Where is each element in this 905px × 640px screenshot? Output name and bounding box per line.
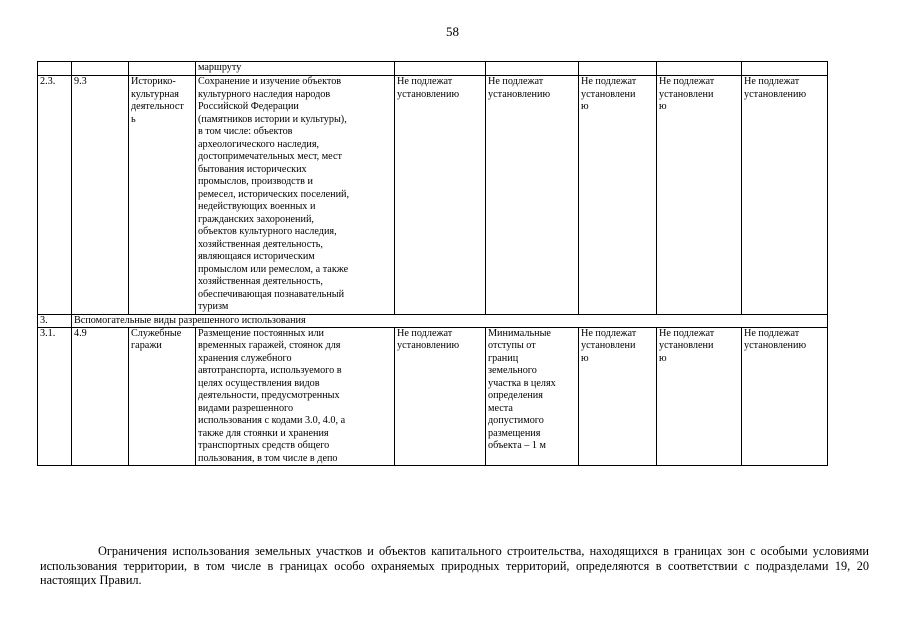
page-number: 58	[446, 24, 459, 39]
table-cell	[579, 62, 657, 76]
parameter-cell: Не подлежат установлени ю	[657, 76, 742, 315]
table-section-row	[38, 314, 828, 327]
table-row-continuation	[38, 62, 828, 76]
table-row-2-3	[38, 76, 828, 315]
parameter-cell: Не подлежат установлени ю	[579, 76, 657, 315]
restrictions-paragraph: Ограничения использования земельных участков и объектов капитального строительства, находящихся в границах зон с особыми условиями использования территории, в том числе в границах особо охраняемых природных территорий, определяются в соответствии с подразделами 19, 20 настоящих Правил.	[40, 544, 869, 587]
table-row-3-1	[38, 327, 828, 466]
parameter-cell: Не подлежат установлени ю	[579, 327, 657, 466]
parameter-cell: Минимальные отступы от границ земельного участка в целях определения места допустимого размещения объекта – 1 м	[486, 327, 579, 466]
section-number: 3.	[38, 314, 72, 327]
parameter-cell: Не подлежат установлению	[395, 76, 486, 315]
table-cell	[72, 62, 129, 76]
table-cell	[129, 62, 196, 76]
use-description: Сохранение и изучение объектов культурного наследия народов Российской Федерации (памятников истории и культуры), в том числе: объектов археологического наследия, достопримечательных мест, мест бытования исторических промыслов, производств и ремесел, исторических поселений, недействующих военных и гражданских захоронений, объектов культурного наследия, хозяйственная деятельность, являющаяся историческим промыслом или ремеслом, а также хозяйственная деятельность, обеспечивающая познавательный туризм	[196, 76, 395, 315]
use-name: Служебные гаражи	[129, 327, 196, 466]
parameter-cell: Не подлежат установлению	[742, 327, 828, 466]
row-number: 2.3.	[38, 76, 72, 315]
table-cell: маршруту	[196, 62, 395, 76]
table-cell	[38, 62, 72, 76]
use-name: Историко- культурная деятельност ь	[129, 76, 196, 315]
section-title: Вспомогательные виды разрешенного использования	[72, 314, 828, 327]
table-cell	[486, 62, 579, 76]
use-description: Размещение постоянных или временных гаражей, стоянок для хранения служебного автотранспорта, используемого в целях осуществления видов деятельности, предусмотренных видами разрешенного использования с кодами 3.0, 4.0, а также для стоянки и хранения транспортных средств общего пользования, в том числе в депо	[196, 327, 395, 466]
table-cell	[395, 62, 486, 76]
parameter-cell: Не подлежат установлению	[486, 76, 579, 315]
table-cell	[742, 62, 828, 76]
table-cell	[657, 62, 742, 76]
regulations-table	[37, 61, 828, 466]
parameter-cell: Не подлежат установлени ю	[657, 327, 742, 466]
row-number: 3.1.	[38, 327, 72, 466]
use-code: 4.9	[72, 327, 129, 466]
parameter-cell: Не подлежат установлению	[742, 76, 828, 315]
use-code: 9.3	[72, 76, 129, 315]
parameter-cell: Не подлежат установлению	[395, 327, 486, 466]
